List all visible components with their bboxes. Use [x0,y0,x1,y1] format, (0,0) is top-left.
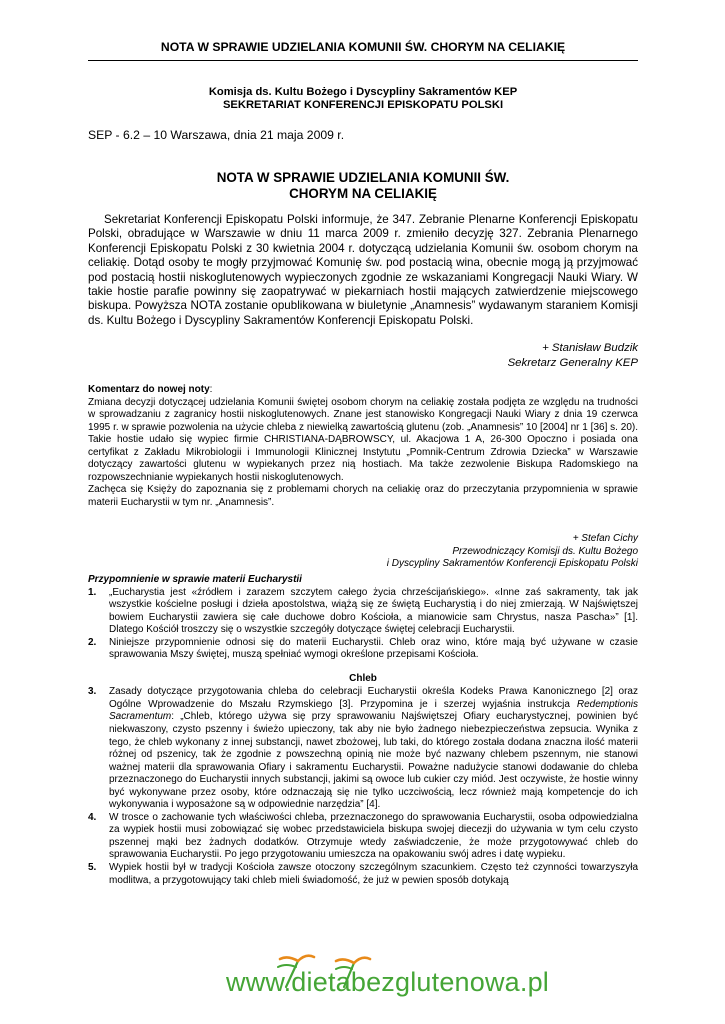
site-url[interactable]: www.dietabezglutenowa.pl [226,967,549,997]
numbered-item [88,637,638,662]
instruction-title: Redemptionis Sacramentum [109,698,638,723]
item-text: „Eucharystia jest «źródłem i zarazem szczytem całego życia chrześcijańskiego». «Inne zaś sakramenty, tak jak wszystkie kościelne posługi i dzieła apostolstwa, wiążą się ze świętą Eucharystią i do niej zmierzają. W Najświętszej bowiem Eucharystii zawiera się całe duchowe dobro Kościoła, a mianowicie sam Chrystus, nasza Pascha»” [1]. Dlatego Kościół troszczy się o wszystkie szczegóły dotyczące świętej celebracji Eucharystii. [109,586,638,636]
signature-chairman-name: + Stefan Cichy [572,533,638,544]
signature-chairman-role: i Dyscypliny Sakramentów Konferencji Episkopatu Polski [386,558,638,570]
page-header-title: NOTA W SPRAWIE UDZIELANIA KOMUNII ŚW. CHORYM NA CELIAKIĘ [160,40,566,54]
commentary-heading-line [88,384,638,397]
reference-date-line: SEP - 6.2 – 10 Warszawa, dnia 21 maja 2009 r. [88,128,345,142]
issuer-block [88,86,638,112]
item-text: Niniejsze przypomnienie odnosi się do materii Eucharystii. Chleb oraz wino, które mają być używane w czasie sprawowania Mszy świętej, muszą spełniać wymogi określone przepisami Kościoła. [109,636,638,661]
item-text: Wypiek hostii był w tradycji Kościoła zawsze otoczony szczególnym szacunkiem. Często też czynności towarzyszyła modlitwa, a przygotowujący taki chleb mieli świadomość, że już w pewien sposób dotykają [109,862,638,886]
commentary-paragraph: Zmiana decyzji dotyczącej udzielania Komunii świętej osobom chorym na celiakię została podjęta ze względu na trudności w sprowadzaniu z zagranicy hostii niskoglutenowych. Znane jest stanowisko Kongregacji Nauki Wiary z dnia 19 czerwca 1995 r. w sprawie pozwolenia na użycie chleba z niewielką zawartością glutenu (zob. „Anamnesis” 10 [2004] nr 1 [36] s. 20). Takie hostie udało się wypiec firmie CHRISTIANA-DĄBROWSCY, ul. Akacjowa 1 A, 26-300 Opoczno i posiada ona certyfikat z Zakładu Mikrobiologii i Immunologii Klinicznej Instytutu „Pomnik-Centrum Zdrowia Dziecka” w Warszawie dotyczący zawartości glutenu w wypiekanych przez nią hostiach. Ma także zezwolenie Biskupa Radomskiego na rozpowszechnianie wypiekanych hostii niskoglutenowych. [88,396,638,483]
item-text-part: Zasady dotyczące przygotowania chleba do celebracji Eucharystii określa Kodeks Prawa Kanonicznego [2] oraz Ogólne Wprowadzenie do Mszału Rzymskiego [3]. Przypomina je i szerzej wyjaśnia instrukcja [109,686,638,710]
commentary-heading-colon: : [209,384,213,395]
commentary-paragraph: Zachęca się Księży do zapoznania się z problemami chorych na celiakię oraz do przeczytania przypomnienia w sprawie materii Eucharystii w tym nr. „Anamnesis”. [88,484,638,508]
reminder-section [88,574,638,887]
bread-section-heading: Chleb [349,672,377,684]
signature-secretary [88,341,638,370]
document-title [88,170,638,202]
item-text-part: : „Chleb, którego używa się przy sprawowaniu Najświętszej Ofiary eucharystycznej, powinien być niekwaszony, czysto pszenny i świeżo upieczony, tak aby nie było żadnego niebezpieczeństwa zepsucia. Wynika z tego, że chleb wykonany z innej substancji, nawet zbożowej, lub taki, do którego została dodana znaczna ilość materii różnej od pszenicy, tak że zgodnie z powszechną opinią nie może być nazwany chlebem pszennym, nie stanowi ważnej materii dla sprawowania Ofiary i sakramentu Eucharystii. Poważne nadużycie stanowi dodawanie do chleba przeznaczonego do Eucharystii innych substancji, jakimi są owoce lub cukier czy miód. Jest oczywiste, że hostie winny być wykonywane przez osoby, które odznaczają się nie tylko uczciwością, lecz również mają kompetencje do ich wykonywania i wyposażone są w odpowiednie narzędzia” [4]. [109,711,638,811]
item-text [109,686,638,811]
document-title-line2: CHORYM NA CELIAKIĘ [289,186,437,201]
item-number: 1. [88,586,97,598]
numbered-item [88,686,638,811]
issuer-secretariat: SEKRETARIAT KONFERENCJI EPISKOPATU POLSKI [222,99,504,111]
item-number: 2. [88,636,97,648]
reminder-title: Przypomnienie w sprawie materii Eucharystii [88,574,302,585]
item-number: 3. [88,686,97,698]
signature-chairman-role: Przewodniczący Komisji ds. Kultu Bożego [452,545,638,557]
document-title-line1: NOTA W SPRAWIE UDZIELANIA KOMUNII ŚW. [216,170,510,185]
item-number: 4. [88,811,97,823]
header-divider [88,60,638,61]
issuer-commission: Komisja ds. Kultu Bożego i Dyscypliny Sakramentów KEP [208,86,518,98]
commentary-section [88,384,638,509]
item-text: W trosce o zachowanie tych właściwości chleba, przeznaczonego do sprawowania Eucharystii, osoba odpowiedzialna za wypiek hostii musi zobowiązać się wobec przedstawiciela biskupa swojej diecezji do używania w tym celu czysto pszennej mąki bez żadnych dodatków. Otrzymuje wtedy zaświadczenie, że może przygotowywać chleb do sprawowania Eucharystii. Po jego przygotowaniu umieszcza na opakowaniu swój adres i datę wypieku. [109,811,638,861]
signature-secretary-name: + Stanisław Budzik [542,342,638,354]
intro-paragraph: Sekretariat Konferencji Episkopatu Polski informuje, że 347. Zebranie Plenarne Konferencji Episkopatu Polski, obradujące w Warszawie w dniu 11 marca 2009 r. zmieniło decyzję 327. Zebrania Plenarnego Konferencji Episkopatu Polski z 30 kwietnia 2004 r. dotyczącą udzielania Komunii św. osobom chorym na celiakię. Dotąd osoby te mogły przyjmować Komunię św. pod postacią wina, obecnie mogą ją przyjmować pod postacią hostii niskoglutenowych wypieczonych zgodnie ze wskazaniami Kongregacji Nauki Wiary. W takie hostie parafie powinny się zaopatrywać w piekarniach hostii mających zatwierdzenie miejscowego biskupa. Powyższa NOTA zostanie opublikowana w biuletynie „Anamnesis” wydawanym staraniem Komisji ds. Kultu Bożego i Dyscypliny Sakramentów Konferencji Episkopatu Polski. [88,213,638,327]
commentary-heading: Komentarz do nowej noty [88,384,210,395]
footer-logo[interactable] [226,947,549,1017]
item-number: 5. [88,862,97,874]
numbered-item [88,587,638,637]
numbered-item [88,812,638,862]
signature-chairman [88,533,638,571]
numbered-item [88,862,638,887]
signature-secretary-role: Sekretarz Generalny KEP [507,356,638,369]
